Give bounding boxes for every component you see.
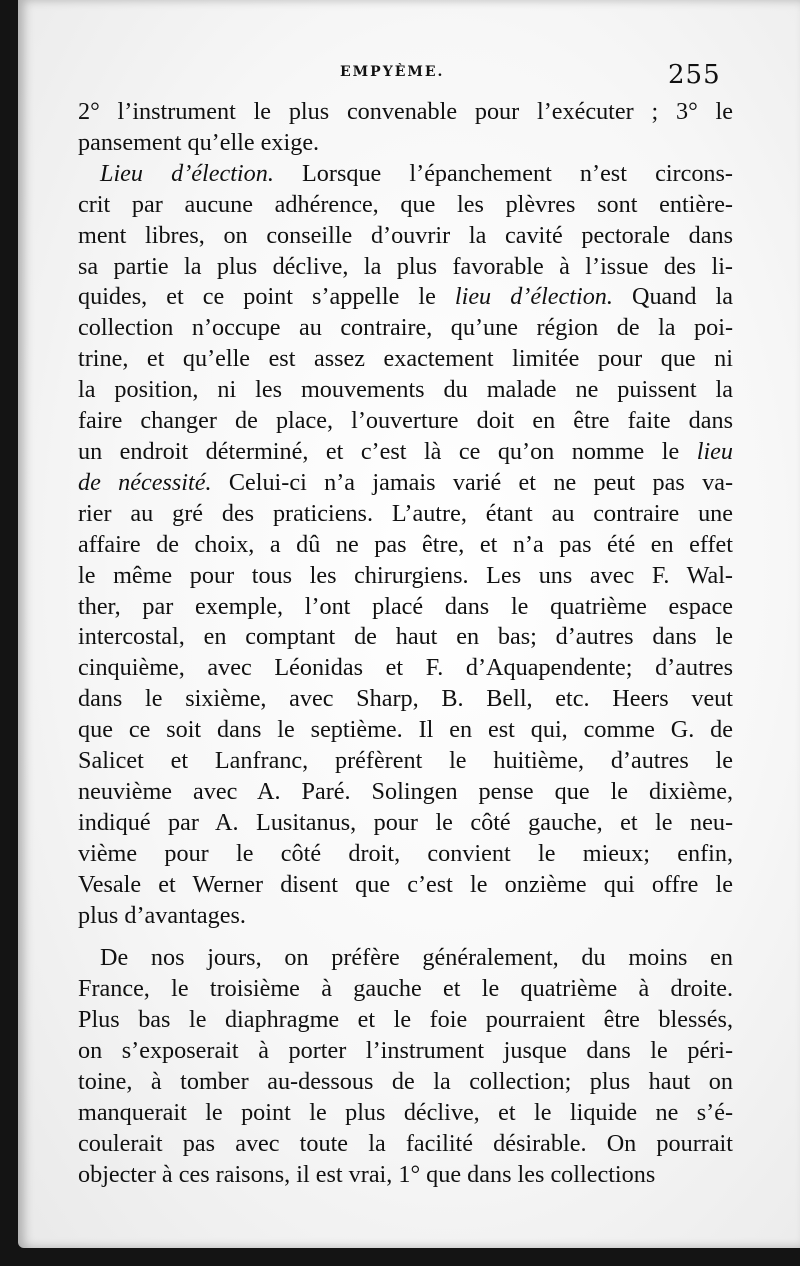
text-line (78, 808, 733, 839)
text-segment: Vesale et Werner disent que c’est le onzième qui offre le (78, 870, 733, 898)
text-segment: cinquième, avec Léonidas et F. d’Aquapendente; d’autres (78, 654, 733, 682)
text-line (78, 901, 733, 932)
text-segment: crit par aucune adhérence, que les plèvres sont entière- (78, 190, 733, 218)
text-segment: faire changer de place, l’ouverture doit en être faite dans (78, 407, 733, 435)
text-line (78, 1067, 733, 1098)
text-line (78, 499, 733, 530)
text-line (78, 375, 733, 406)
text-segment: ment libres, on conseille d’ouvrir la cavité pectorale dans (78, 221, 733, 249)
text-line (78, 344, 733, 375)
text-line (78, 1098, 733, 1129)
page-number: 255 (668, 60, 721, 90)
text-segment: toine, à tomber au-dessous de la collection; plus haut on (78, 1068, 733, 1096)
paragraph (78, 97, 733, 159)
text-line (78, 190, 733, 221)
text-segment: quides, et ce point s’appelle le (78, 283, 455, 311)
text-line (78, 684, 733, 715)
page-header (18, 60, 800, 90)
text-segment: on s’exposerait à porter l’instrument jusque dans le péri- (78, 1037, 733, 1065)
running-title: EMPYÈME. (340, 64, 445, 80)
text-segment: 2° l’instrument le plus convenable pour l’exécuter ; 3° le (78, 98, 733, 125)
text-line (78, 777, 733, 808)
text-segment: France, le troisième à gauche et le quatrième à droite. (78, 975, 733, 1003)
text-line (78, 653, 733, 684)
italic-term: lieu d’élection. (454, 283, 613, 311)
text-segment: vième pour le côté droit, convient le mieux; enfin, (78, 839, 733, 867)
italic-term: lieu (696, 437, 733, 465)
text-segment: plus d’avantages. (78, 901, 246, 929)
text-segment: intercostal, en comptant de haut en bas; d’autres dans le (78, 623, 733, 651)
text-segment: Salicet et Lanfranc, préfèrent le huitième, d’autres le (78, 747, 733, 775)
text-line (78, 1129, 733, 1160)
text-line (78, 128, 733, 159)
text-segment: un endroit déterminé, et c’est là ce qu’on nomme le (78, 437, 697, 465)
text-segment: objecter à ces raisons, il est vrai, 1° que dans les collections (78, 1160, 656, 1188)
text-line (78, 839, 733, 870)
text-line (78, 1005, 733, 1036)
text-line (78, 1160, 733, 1191)
text-line (78, 406, 733, 437)
text-segment: la position, ni les mouvements du malade ne puissent la (78, 376, 733, 404)
text-segment: que ce soit dans le septième. Il en est qui, comme G. de (78, 716, 733, 744)
text-line (78, 159, 733, 190)
text-segment: le même pour tous les chirurgiens. Les uns avec F. Wal- (78, 561, 733, 589)
text-segment: De nos jours, on préfère généralement, du moins en (100, 944, 733, 972)
text-segment: manquerait le point le plus déclive, et le liquide ne s’é- (78, 1099, 733, 1126)
text-segment: Quand la (612, 283, 733, 311)
text-line (78, 870, 733, 901)
text-line (78, 313, 733, 344)
text-line (78, 97, 733, 128)
text-line (78, 252, 733, 283)
text-segment: Plus bas le diaphragme et le foie pourraient être blessés, (78, 1006, 733, 1034)
text-segment: Lorsque l’épanchement n’est circons- (273, 159, 733, 187)
text-line (78, 974, 733, 1005)
text-segment: rier au gré des praticiens. L’autre, étant au contraire une (78, 499, 733, 527)
paragraph (78, 159, 733, 932)
text-segment: neuvième avec A. Paré. Solingen pense que le dixième, (78, 777, 733, 805)
text-segment: trine, et qu’elle est assez exactement limitée pour que ni (78, 345, 733, 373)
text-line (78, 1036, 733, 1067)
text-line (78, 282, 733, 313)
text-line (78, 746, 733, 777)
book-page (18, 0, 800, 1248)
text-segment: Celui-ci n’a jamais varié et ne peut pas va- (211, 468, 733, 496)
text-segment: collection n’occupe au contraire, qu’une région de la poi- (78, 314, 733, 342)
italic-term: de nécessité. (78, 468, 212, 496)
text-segment: coulerait pas avec toute la facilité désirable. On pourrait (78, 1129, 733, 1157)
text-line (78, 561, 733, 592)
text-segment: dans le sixième, avec Sharp, B. Bell, etc. Heers veut (78, 685, 733, 713)
text-line (78, 715, 733, 746)
text-segment: pansement qu’elle exige. (78, 128, 320, 156)
text-line (78, 592, 733, 623)
text-line (78, 437, 733, 468)
italic-term: Lieu d’élection. (100, 159, 274, 187)
text-line (78, 221, 733, 252)
body-text (78, 97, 733, 1191)
text-line (78, 943, 733, 974)
text-segment: ther, par exemple, l’ont placé dans le quatrième espace (78, 592, 733, 620)
text-segment: sa partie la plus déclive, la plus favorable à l’issue des li- (78, 252, 733, 280)
text-segment: affaire de choix, a dû ne pas être, et n’a pas été en effet (78, 530, 733, 558)
paragraph-gap (78, 931, 733, 943)
text-line (78, 622, 733, 653)
paragraph (78, 943, 733, 1190)
text-line (78, 530, 733, 561)
text-segment: indiqué par A. Lusitanus, pour le côté gauche, et le neu- (78, 808, 733, 836)
text-line (78, 468, 733, 499)
